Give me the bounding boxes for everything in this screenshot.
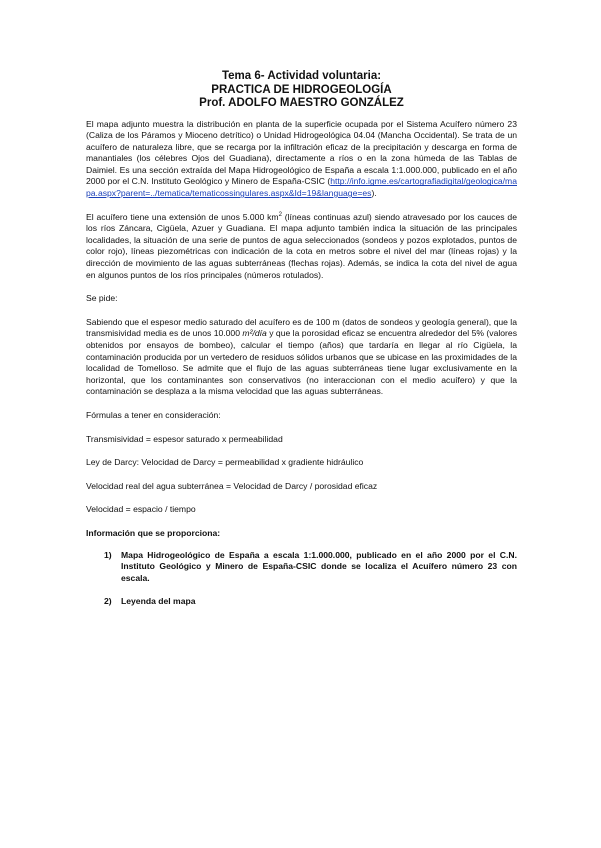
formulas-heading: Fórmulas a tener en consideración: xyxy=(86,409,221,420)
info-item-text: Leyenda del mapa xyxy=(121,596,196,607)
transmissivity-unit: m²/día xyxy=(242,328,267,339)
title-block xyxy=(86,70,517,111)
aquifer-paragraph xyxy=(86,212,517,282)
title-line-3: Prof. ADOLFO MAESTRO GONZÁLEZ xyxy=(199,97,404,109)
area-exponent: 2 xyxy=(278,211,282,218)
info-item xyxy=(86,596,517,608)
intro-text-end: ). xyxy=(371,188,377,199)
formula-darcy: Ley de Darcy: Velocidad de Darcy = permeabilidad x gradiente hidráulico xyxy=(86,457,364,468)
info-item-text: Mapa Hidrogeológico de España a escala 1:1.000.000, publicado en el año 2000 por el C.N. Instituto Geológico y Minero de España-CSIC donde se localiza el Acuífero número 23 con escala. xyxy=(121,549,517,583)
info-item-number: 2) xyxy=(104,596,112,607)
question-text: Sabiendo que el espesor medio saturado del acuífero es de 100 m (datos de sondeos y geología general), que la transmisividad media es de unos 10.000 xyxy=(86,316,517,339)
aquifer-text-end: (líneas continuas azul) siendo atravesado por los cauces de los ríos Záncara, Cigüela, Azuer y Guadiana. El mapa adjunto también indica la situación de las principales localidades, la situación de una serie de puntos de agua seleccionados (sondeos y pozos explotados, puntos de color rojo), líneas piezométricas con indicación de la cota en metros sobre el nivel del mar (líneas rojas) y la dirección de movimiento de las aguas subterráneas (flechas rojas). Además, se indica la cota del nivel de agua en algunos puntos de los ríos principales (números rotulados). xyxy=(86,211,517,280)
prompt-label: Se pide: xyxy=(86,293,118,304)
formula-velocity: Velocidad = espacio / tiempo xyxy=(86,504,196,515)
map-link[interactable]: http://info.igme.es/cartografiadigital/geologica/mapa.aspx?parent=../tematica/tematicossingulares.aspx&Id=19&language=es xyxy=(86,176,517,199)
formula-real-velocity: Velocidad real del agua subterránea = Velocidad de Darcy / porosidad eficaz xyxy=(86,480,378,491)
intro-paragraph xyxy=(86,119,517,200)
info-heading: Información que se proporciona: xyxy=(86,527,221,538)
intro-text: El mapa adjunto muestra la distribución en planta de la superficie ocupada por el Sistema Acuífero número 23 (Caliza de los Páramos y Mioceno detrítico) o Unidad Hidrogeológica 04.04 (Mancha Occidental). Se trata de un acuífero de naturaleza libre, que se recarga por la infiltración eficaz de la precipitación y descarga en forma de manantiales (los célebres Ojos del Guadiana), directamente a ríos o en la zona húmeda de las Tablas de Daimiel. Es una sección extraída del Mapa Hidrogeológico de España a escala 1:1.000.000, publicado en el año 2000 por el C.N. Instituto Geológico y Minero de España-CSIC ( xyxy=(86,118,517,187)
info-item xyxy=(86,550,517,585)
aquifer-text: El acuífero tiene una extensión de unos 5.000 km xyxy=(86,211,279,222)
info-item-number: 1) xyxy=(104,549,112,560)
question-paragraph xyxy=(86,317,517,398)
title-line-1: Tema 6- Actividad voluntaria: xyxy=(221,70,382,82)
info-list xyxy=(86,550,517,608)
formula-transmissivity: Transmisividad = espesor saturado x permeabilidad xyxy=(86,433,283,444)
question-text-end: y que la porosidad eficaz se encuentra alrededor del 5% (valores obtenidos por ensayos de bombeo), calcular el tiempo (años) que tardaría en llegar al río Cigüela, la contaminación producida por un vertedero de residuos sólidos urbanos que se ubicase en las proximidades de la localidad de Tomelloso. Se admite que el flujo de las aguas subterráneas tiene lugar exclusivamente en la horizontal, que los contaminantes son conservativos (no interaccionan con el medio acuífero) y que la contaminación se desplaza a la misma velocidad que las aguas subterráneas. xyxy=(86,328,517,397)
title-line-2: PRACTICA DE HIDROGEOLOGÍA xyxy=(211,83,392,96)
